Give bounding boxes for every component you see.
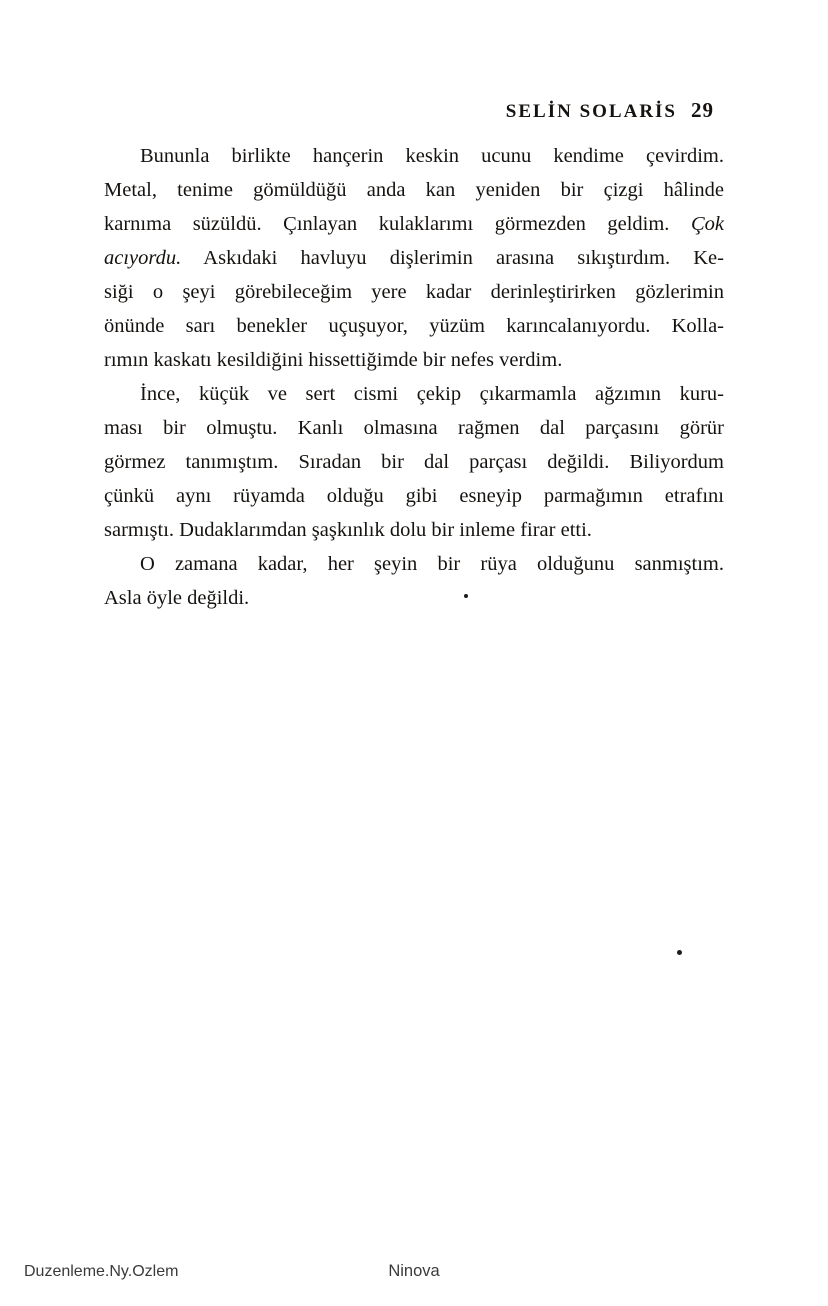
- footer-publisher: Ninova: [388, 1262, 440, 1280]
- paragraph: [104, 377, 724, 547]
- text-line: [104, 411, 724, 445]
- footer-edit-credit: Duzenleme.Ny.Ozlem: [24, 1263, 179, 1280]
- text-line: [104, 173, 724, 207]
- body-text: ması bir olmuştu. Kanlı olmasına rağmen dal parçasını görür: [104, 417, 724, 439]
- body-text: rımın kaskatı kesildiğini hissettiğimde bir nefes verdim.: [104, 349, 563, 371]
- page-number: 29: [691, 98, 714, 122]
- running-head: [104, 98, 714, 123]
- body-text: görmez tanımıştım. Sıradan bir dal parçası değildi. Biliyordum: [104, 451, 724, 473]
- text-line: [104, 479, 724, 513]
- text-line: [104, 207, 724, 241]
- paragraph: [104, 547, 724, 615]
- text-line: [104, 139, 724, 173]
- body-text: karnıma süzüldü. Çınlayan kulaklarımı görmezden geldim.: [104, 213, 691, 235]
- running-head-title: SELİN SOLARİS: [505, 101, 677, 122]
- text-line: [104, 343, 724, 377]
- text-line: [104, 445, 724, 479]
- text-line: [104, 513, 724, 547]
- text-line: [104, 547, 724, 581]
- body-text: Metal, tenime gömüldüğü anda kan yeniden bir çizgi hâlinde: [104, 179, 724, 201]
- body-text: sarmıştı. Dudaklarımdan şaşkınlık dolu bir inleme firar etti.: [104, 519, 592, 541]
- italic-text: acıyordu.: [104, 247, 182, 269]
- scan-artifact-dot: [464, 594, 468, 598]
- body-text: Asla öyle değildi.: [104, 587, 250, 609]
- body-text: Bununla birlikte hançerin keskin ucunu kendime çevirdim.: [140, 145, 724, 167]
- text-line: [104, 581, 724, 615]
- italic-text: Çok: [690, 213, 724, 235]
- body-text: siği o şeyi görebileceğim yere kadar derinleştirirken gözlerimin: [104, 281, 724, 303]
- page-body: [104, 139, 724, 615]
- text-line: [104, 275, 724, 309]
- body-text: İnce, küçük ve sert cismi çekip çıkarmamla ağzımın kuru-: [140, 383, 724, 405]
- text-line: [104, 309, 724, 343]
- body-text: O zamana kadar, her şeyin bir rüya olduğunu sanmıştım.: [140, 553, 724, 575]
- body-text: çünkü aynı rüyamda olduğu gibi esneyip parmağımın etrafını: [104, 485, 724, 507]
- text-line: [104, 377, 724, 411]
- text-line: [104, 241, 724, 275]
- paragraph: [104, 139, 724, 377]
- scan-artifact-dot: [677, 950, 682, 955]
- body-text: Askıdaki havluyu dişlerimin arasına sıkıştırdım. Ke-: [181, 247, 724, 269]
- body-text: önünde sarı benekler uçuşuyor, yüzüm karıncalanıyordu. Kolla-: [104, 315, 724, 337]
